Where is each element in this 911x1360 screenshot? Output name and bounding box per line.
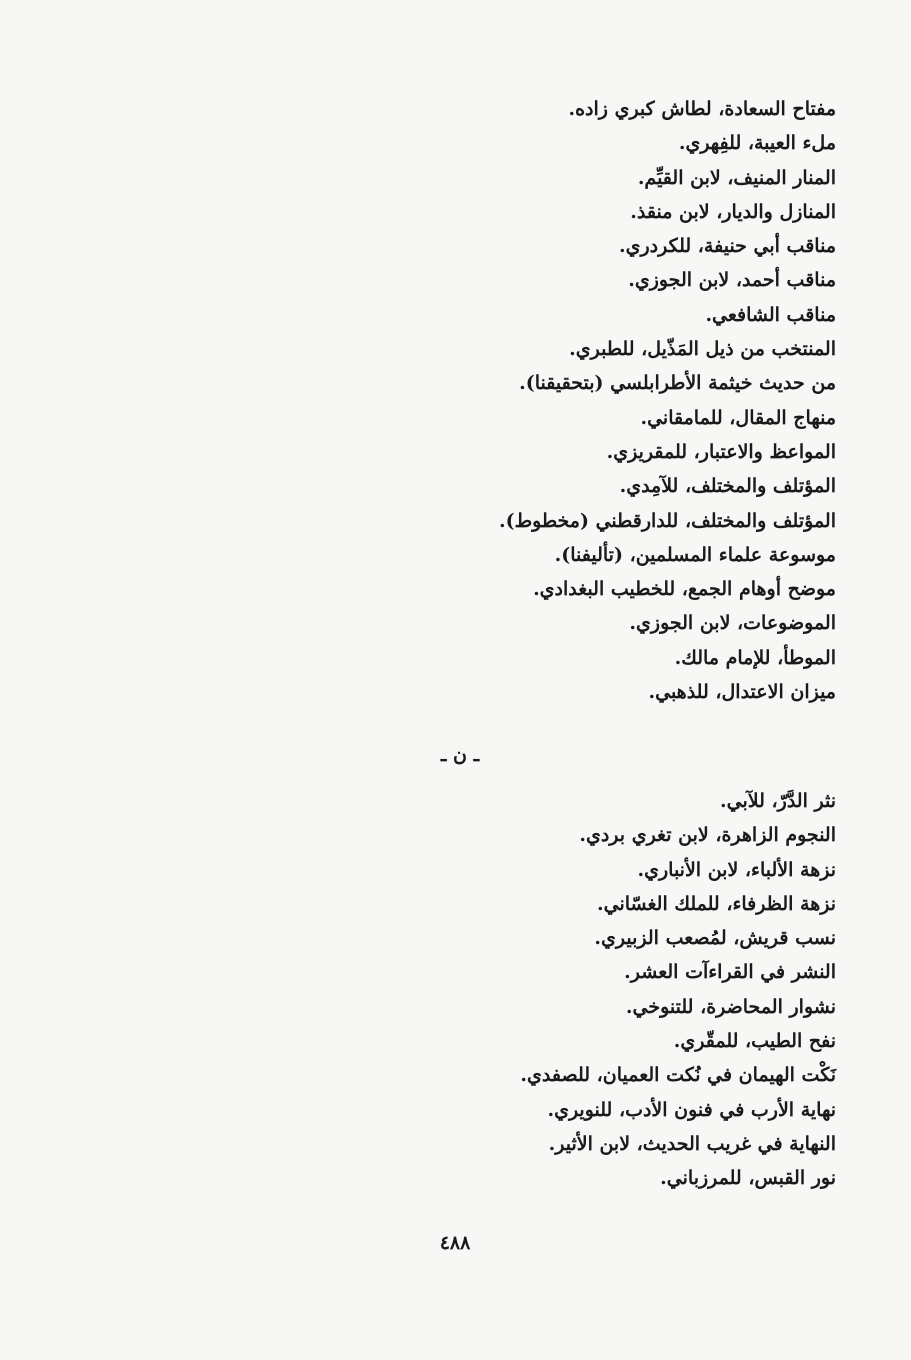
bibliography-entry: المؤتلف والمختلف، للدارقطني (مخطوط).	[498, 509, 836, 532]
bibliography-entry: نشوار المحاضرة، للتنوخي.	[625, 995, 836, 1018]
bibliography-entry: منهاج المقال، للمامقاني.	[640, 406, 836, 429]
bibliography-entry: نور القبس، للمرزباني.	[660, 1167, 836, 1190]
bibliography-entry: المواعظ والاعتبار، للمقريزي.	[606, 440, 836, 463]
bibliography-entry: مناقب أحمد، لابن الجوزي.	[628, 269, 836, 292]
bibliography-entry: ميزان الاعتدال، للذهبي.	[648, 681, 836, 704]
bibliography-entry: نفح الطيب، للمقّري.	[673, 1030, 836, 1053]
bibliography-list-meem	[499, 92, 836, 709]
bibliography-entry: نسب قريش، لمُصعب الزبيري.	[594, 927, 836, 950]
bibliography-entry: مفتاح السعادة، لطاش كبري زاده.	[568, 98, 836, 120]
bibliography-entry: مناقب الشافعي.	[705, 303, 836, 326]
bibliography-entry: المؤتلف والمختلف، للآمِدي.	[619, 475, 836, 498]
bibliography-entry: الموضوعات، لابن الجوزي.	[629, 612, 836, 635]
bibliography-entry: النشر في القراءآت العشر.	[624, 961, 836, 984]
bibliography-entry: نزهة الألباء، لابن الأنباري.	[637, 858, 836, 881]
bibliography-entry: المنازل والديار، لابن منقذ.	[630, 200, 836, 223]
bibliography-entry: نثر الدَّرّ، للآبي.	[720, 790, 836, 812]
bibliography-entry: موسوعة علماء المسلمين، (تأليفنا).	[554, 543, 836, 566]
bibliography-list-noon	[520, 784, 836, 1196]
bibliography-entry: ملء العيبة، للفِهري.	[678, 132, 836, 155]
bibliography-entry: مناقب أبي حنيفة، للكردري.	[618, 235, 836, 258]
bibliography-entry: النهاية في غريب الحديث، لابن الأثير.	[548, 1132, 836, 1155]
bibliography-entry: نَكْت الهيمان في نُكت العميان، للصفدي.	[520, 1064, 836, 1087]
bibliography-entry: نزهة الظرفاء، للملك الغسّاني.	[597, 892, 836, 915]
bibliography-entry: الموطأ، للإمام مالك.	[674, 646, 836, 669]
bibliography-entry: نهاية الأرب في فنون الأدب، للنويري.	[547, 1098, 836, 1121]
bibliography-entry: المنتخب من ذيل المَذّيل، للطبري.	[569, 338, 836, 361]
bibliography-entry: النجوم الزاهرة، لابن تغري بردي.	[579, 824, 836, 847]
page-number: ٤٨٨	[439, 1232, 471, 1254]
bibliography-entry: المنار المنيف، لابن القيِّم.	[637, 166, 836, 189]
bibliography-entry: موضح أوهام الجمع، للخطيب البغدادي.	[533, 578, 836, 601]
bibliography-entry: من حديث خيثمة الأطرابلسي (بتحقيقنا).	[519, 372, 836, 395]
section-heading-noon: ـ ن ـ	[440, 744, 480, 766]
